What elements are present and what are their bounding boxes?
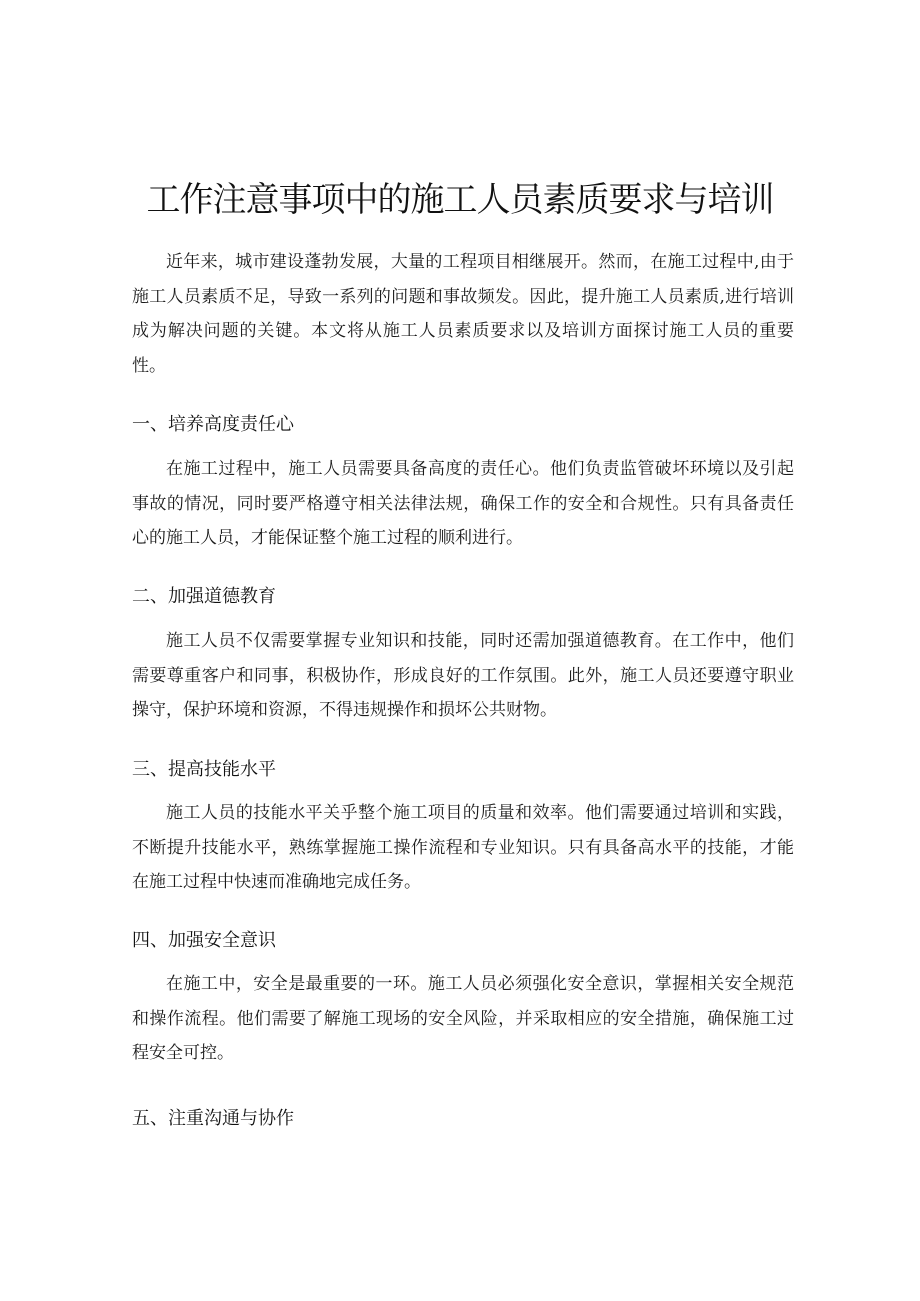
section-body-1: 在施工过程中，施工人员需要具备高度的责任心。他们负责监管破坏环境以及引起事故的情况，同时要严格遵守相关法律法规，确保工作的安全和合规性。只有具备责任心的施工人员，才能保证整个施工过程的顺利进行。 xyxy=(132,459,794,548)
section-heading-1: 一、培养高度责任心 xyxy=(132,414,294,435)
section-heading-4: 四、加强安全意识 xyxy=(132,930,276,951)
section-body-3: 施工人员的技能水平关乎整个施工项目的质量和效率。他们需要通过培训和实践，不断提升技能水平，熟练掌握施工操作流程和专业知识。只有具备高水平的技能，才能在施工过程中快速而准确地完成任务。 xyxy=(132,803,794,892)
section-heading-2: 二、加强道德教育 xyxy=(132,586,276,607)
section-body-2: 施工人员不仅需要掌握专业知识和技能，同时还需加强道德教育。在工作中，他们需要尊重客户和同事，积极协作，形成良好的工作氛围。此外，施工人员还要遵守职业操守，保护环境和资源，不得违规操作和损坏公共财物。 xyxy=(132,631,794,720)
document-title: 工作注意事项中的施工人员素质要求与培训 xyxy=(146,180,774,220)
section-heading-3: 三、提高技能水平 xyxy=(132,759,276,780)
intro-paragraph: 近年来，城市建设蓬勃发展，大量的工程项目相继展开。然而，在施工过程中,由于施工人员素质不足，导致一系列的问题和事故频发。因此，提升施工人员素质,进行培训成为解决问题的关键。本文将从施工人员素质要求以及培训方面探讨施工人员的重要性。 xyxy=(132,252,794,376)
section-heading-5: 五、注重沟通与协作 xyxy=(132,1108,294,1129)
section-body-4: 在施工中，安全是最重要的一环。施工人员必须强化安全意识，掌握相关安全规范和操作流程。他们需要了解施工现场的安全风险，并采取相应的安全措施，确保施工过程安全可控。 xyxy=(132,974,794,1063)
